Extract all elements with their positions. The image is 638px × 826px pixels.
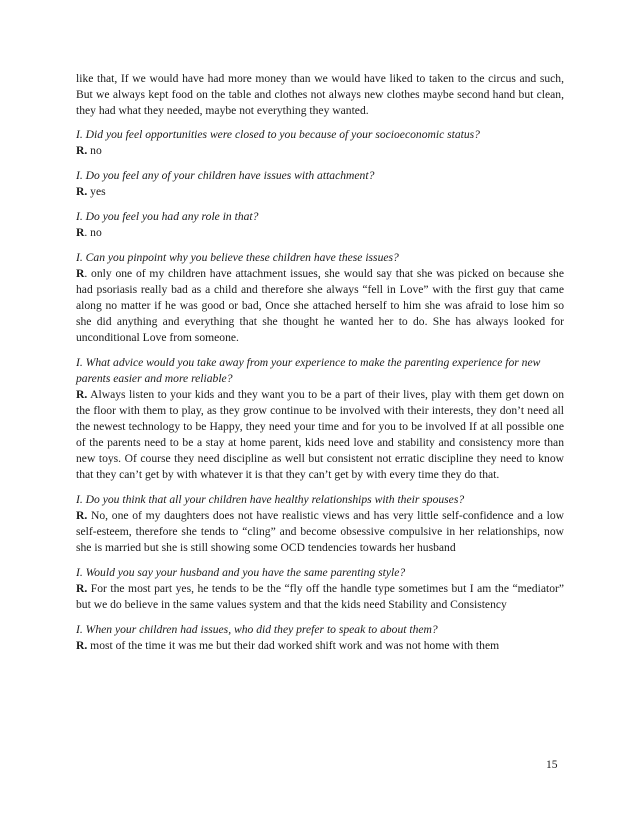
answer [76,638,564,654]
answer [76,143,564,159]
answer-text: yes [87,185,106,198]
answer-label: R. [76,582,88,595]
answer-label: R. [76,144,88,157]
answer [76,225,564,241]
question: I. Can you pinpoint why you believe these children have these issues? [76,251,399,264]
qa-block [76,355,564,483]
intro-paragraph: like that, If we would have had more money than we would have liked to taken to the circus and such, But we always kept food on the table and clothes not always new clothes maybe second hand but clean, they had what they needed, maybe not everything they wanted. [76,72,564,117]
question: I. Did you feel opportunities were closed to you because of your socioeconomic status? [76,128,480,141]
answer-text: most of the time it was me but their dad worked shift work and was not home with them [87,639,500,652]
answer [76,387,564,483]
document-body [76,71,564,663]
answer-text: Always listen to your kids and they want you to be a part of their lives, play with them get down on the floor with them to play, as they grow continue to be involved with their interests, they don’t need all the newest technology to be Happy, they need your time and for you to be involved If at all possible one of the parents need to be a stay at home parent, kids need love and stability and consistency more than new toys. Of course they need discipline as well but consistent not erratic discipline they need to know that they can’t get by with whatever it is that they can’t get by with every time they do that. [76,388,564,481]
answer-label: R. [76,639,88,652]
answer [76,184,564,200]
answer-label: R [76,226,85,239]
answer [76,581,564,613]
qa-block [76,250,564,346]
page-number: 15 [546,758,558,771]
question: I. Do you feel any of your children have issues with attachment? [76,169,375,182]
qa-block [76,209,564,241]
answer-text: no [87,144,102,157]
question: I. Do you feel you had any role in that? [76,210,259,223]
qa-block [76,168,564,200]
qa-block [76,622,564,654]
answer-text: . only one of my children have attachment issues, she would say that she was picked on because she had psoriasis really bad as a child and therefore she always “fell in Love” with the first guy that came along no matter if he was good or bad, Once she attached herself to him she was afraid to lose him so she did anything and everything that she thought he wanted her to do. She has always looked for unconditional Love from someone. [76,267,564,344]
question: I. Do you think that all your children have healthy relationships with their spouses? [76,493,465,506]
answer [76,266,564,346]
answer-label: R. [76,388,88,401]
question: I. Would you say your husband and you have the same parenting style? [76,566,406,579]
question: I. What advice would you take away from your experience to make the parenting experience for new parents easier and more reliable? [76,356,541,385]
qa-block [76,492,564,556]
question: I. When your children had issues, who did they prefer to speak to about them? [76,623,438,636]
answer-text: For the most part yes, he tends to be the “fly off the handle type sometimes but I am the “mediator” but we do believe in the same values system and that the kids need Stability and Consistency [76,582,564,611]
answer-text: No, one of my daughters does not have realistic views and has very little self-confidence and a low self-esteem, therefore she tends to “cling” and become obsessive compulsive in her relationships, now she is married but she is still showing some OCD tendencies towards her husband [76,509,564,554]
answer-label: R [76,267,85,280]
answer-text: . no [84,226,102,239]
qa-block [76,565,564,613]
answer-label: R. [76,509,88,522]
qa-block [76,127,564,159]
answer [76,508,564,556]
answer-label: R. [76,185,88,198]
